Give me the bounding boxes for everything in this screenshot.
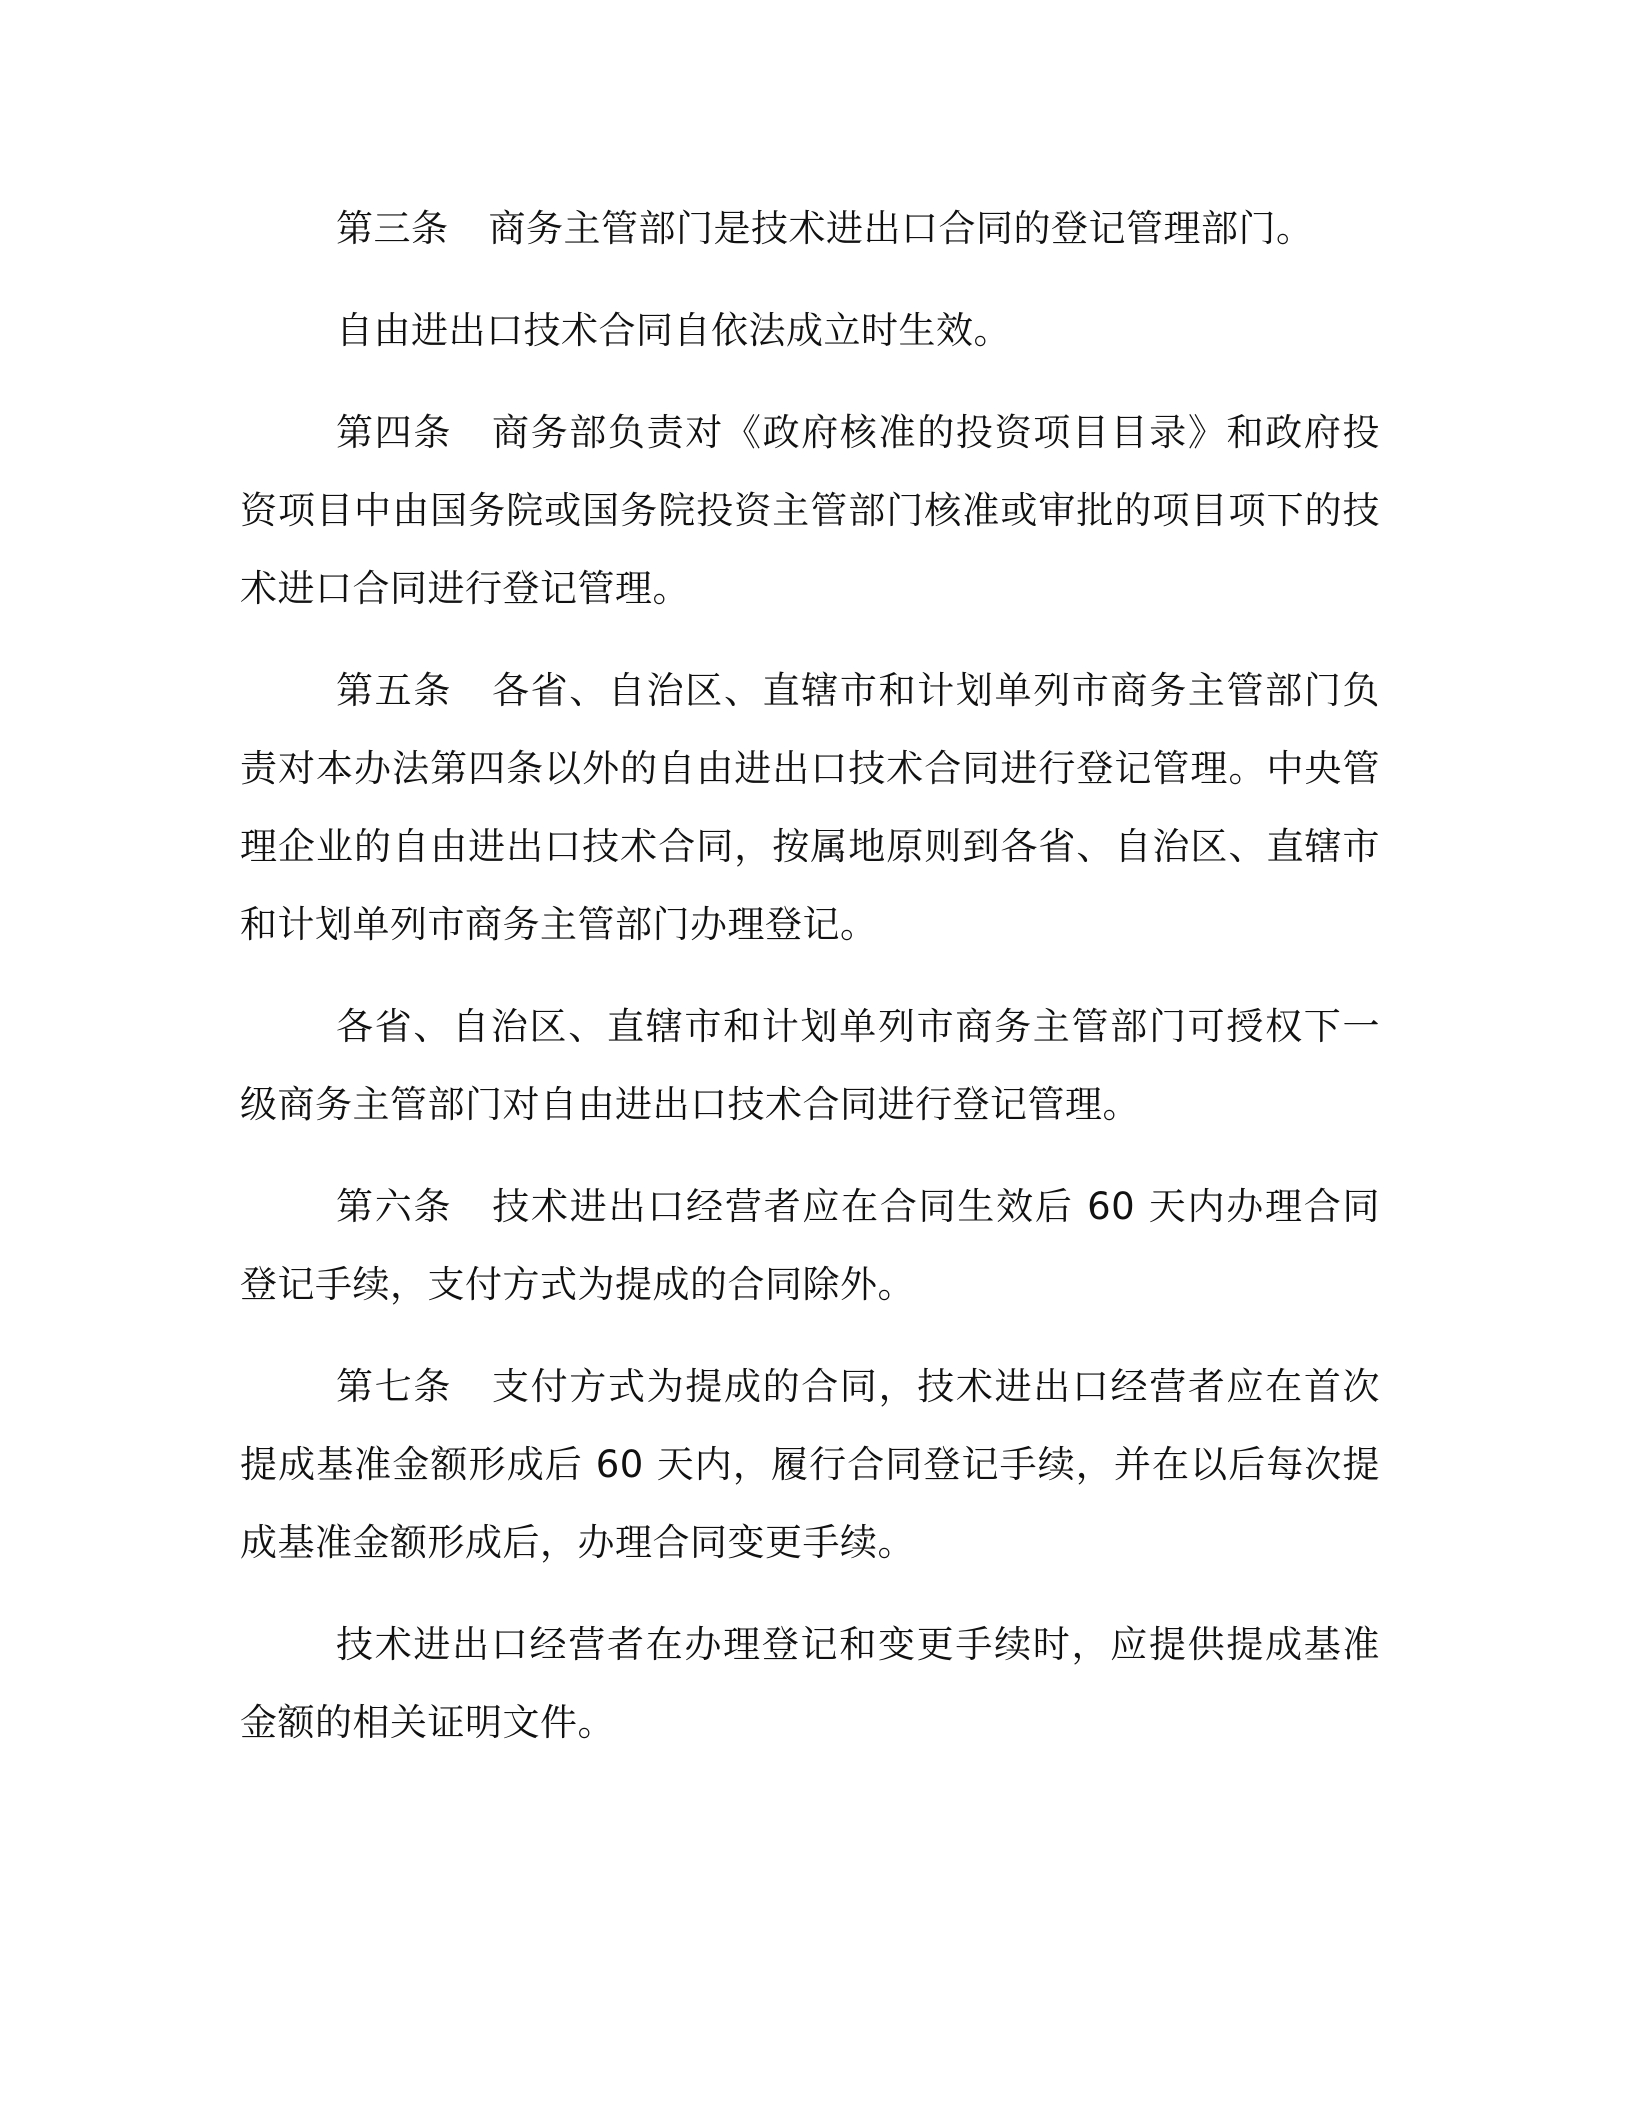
paragraph-text: 商务部负责对《政府核准的投资项目目录》和政府投资项目中由国务院或国务院投资主管部门核准或审批的项目项下的技术进口合同进行登记管理。: [240, 411, 1381, 610]
paragraph-text: 各省、自治区、直辖市和计划单列市商务主管部门可授权下一级商务主管部门对自由进出口技术合同进行登记管理。: [240, 1005, 1380, 1126]
paragraph-article-7: [240, 1348, 1380, 1582]
paragraph-article-5: [240, 652, 1380, 964]
article-number: 第三条: [336, 207, 449, 250]
paragraph-article-6: [240, 1168, 1380, 1324]
paragraph-text: 技术进出口经营者在办理登记和变更手续时，应提供提成基准金额的相关证明文件。: [240, 1623, 1380, 1744]
article-number: 第六条: [336, 1185, 453, 1228]
paragraph-article-3-clause-2: [240, 292, 1380, 370]
article-number: 第七条: [336, 1365, 452, 1408]
paragraph-article-4: [240, 394, 1380, 628]
paragraph-text: 各省、自治区、直辖市和计划单列市商务主管部门负责对本办法第四条以外的自由进出口技术合同进行登记管理。中央管理企业的自由进出口技术合同，按属地原则到各省、自治区、直辖市和计划单列市商务主管部门办理登记。: [240, 669, 1381, 946]
paragraph-text: 商务主管部门是技术进出口合同的登记管理部门。: [488, 207, 1314, 250]
article-number: 第四条: [336, 411, 452, 454]
paragraph-text: 自由进出口技术合同自依法成立时生效。: [336, 309, 1011, 352]
paragraph-text: 技术进出口经营者应在合同生效后 60 天内办理合同登记手续，支付方式为提成的合同除外。: [240, 1185, 1381, 1306]
paragraph-article-3: [240, 190, 1380, 268]
paragraph-article-5-clause-2: [240, 988, 1380, 1144]
paragraph-text: 支付方式为提成的合同，技术进出口经营者应在首次提成基准金额形成后 60 天内，履行合同登记手续，并在以后每次提成基准金额形成后，办理合同变更手续。: [240, 1365, 1381, 1564]
article-number: 第五条: [336, 669, 452, 712]
paragraph-article-7-clause-2: [240, 1606, 1380, 1762]
document-body: [240, 190, 1380, 1786]
